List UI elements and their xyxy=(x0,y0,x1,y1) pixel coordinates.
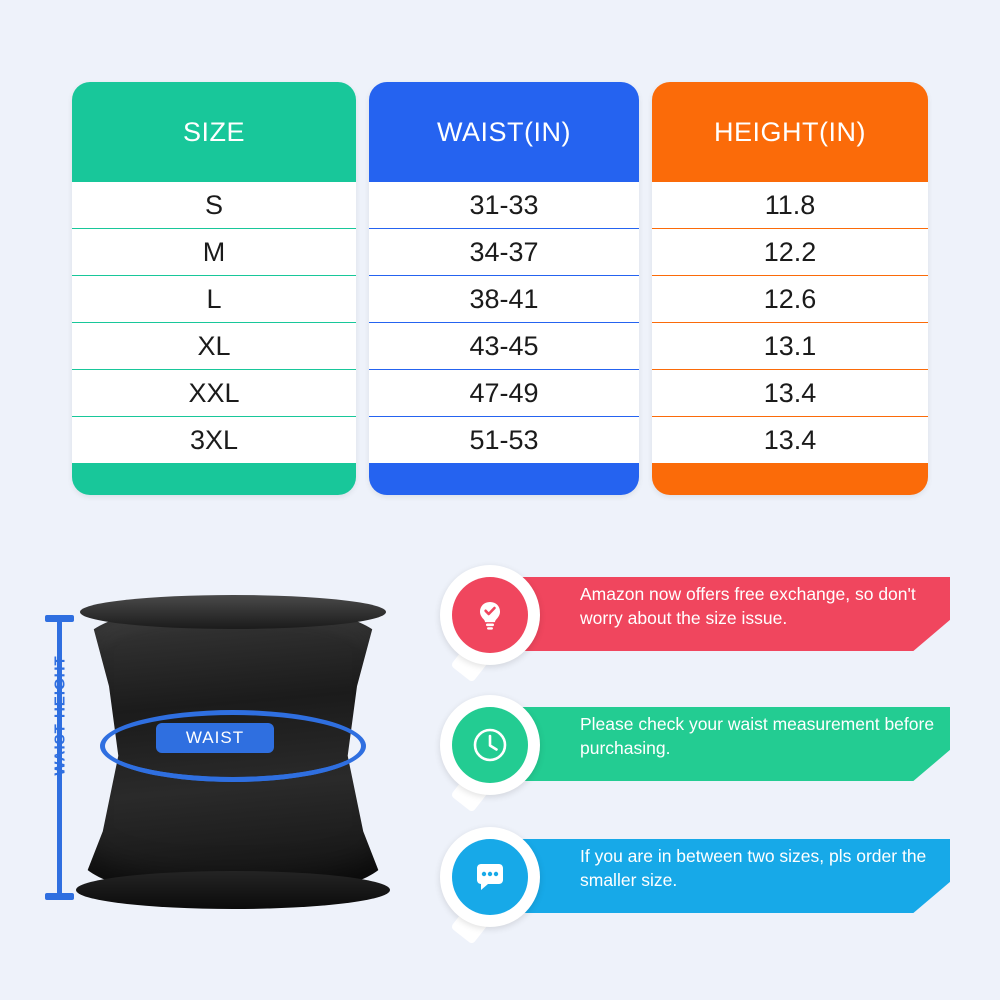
table-cell: 12.2 xyxy=(652,229,928,275)
table-cell: 38-41 xyxy=(369,276,639,322)
height-column-body xyxy=(652,182,928,495)
table-cell: 47-49 xyxy=(369,370,639,416)
waist-label-badge: WAIST xyxy=(156,723,274,753)
belt-top-edge xyxy=(80,595,386,629)
column-header-height: HEIGHT(IN) xyxy=(714,116,866,147)
note-icon-bubble xyxy=(440,695,540,795)
note-text: Amazon now offers free exchange, so don't worry about the size issue. xyxy=(580,584,916,628)
size-chart-table xyxy=(72,82,928,495)
clock-icon xyxy=(452,707,528,783)
table-cell: 43-45 xyxy=(369,323,639,369)
column-header-size: SIZE xyxy=(182,116,245,147)
note-text: Please check your waist measurement before purchasing. xyxy=(580,714,935,758)
waist-height-label: WAIST HEIGHT xyxy=(51,655,69,776)
notes-panel xyxy=(440,555,980,985)
table-cell: XXL xyxy=(72,370,356,416)
table-cell: 13.1 xyxy=(652,323,928,369)
table-cell: S xyxy=(72,182,356,228)
lightbulb-icon xyxy=(452,577,528,653)
chat-bubble-icon xyxy=(452,839,528,915)
table-cell: 3XL xyxy=(72,417,356,463)
table-cell: XL xyxy=(72,323,356,369)
waist-column-body xyxy=(369,182,639,495)
waist-column xyxy=(369,82,639,495)
measure-cap-bottom xyxy=(45,893,74,900)
column-header-waist: WAIST(IN) xyxy=(437,116,571,147)
note-icon-bubble xyxy=(440,827,540,927)
note-item xyxy=(440,695,950,791)
note-item xyxy=(440,565,950,661)
table-cell: 11.8 xyxy=(652,182,928,228)
table-cell: 13.4 xyxy=(652,370,928,416)
waist-trainer-belt xyxy=(78,605,388,895)
note-item xyxy=(440,827,950,923)
table-cell: 12.6 xyxy=(652,276,928,322)
table-cell: 51-53 xyxy=(369,417,639,463)
size-column xyxy=(72,82,356,495)
table-cell: 31-33 xyxy=(369,182,639,228)
table-cell: 13.4 xyxy=(652,417,928,463)
table-cell: M xyxy=(72,229,356,275)
product-illustration xyxy=(20,560,440,980)
note-icon-bubble xyxy=(440,565,540,665)
table-cell: L xyxy=(72,276,356,322)
size-column-body xyxy=(72,182,356,495)
table-cell: 34-37 xyxy=(369,229,639,275)
note-text: If you are in between two sizes, pls order the smaller size. xyxy=(580,846,927,890)
waist-height-measure xyxy=(38,615,80,900)
belt-bottom-edge xyxy=(76,871,390,909)
height-column xyxy=(652,82,928,495)
